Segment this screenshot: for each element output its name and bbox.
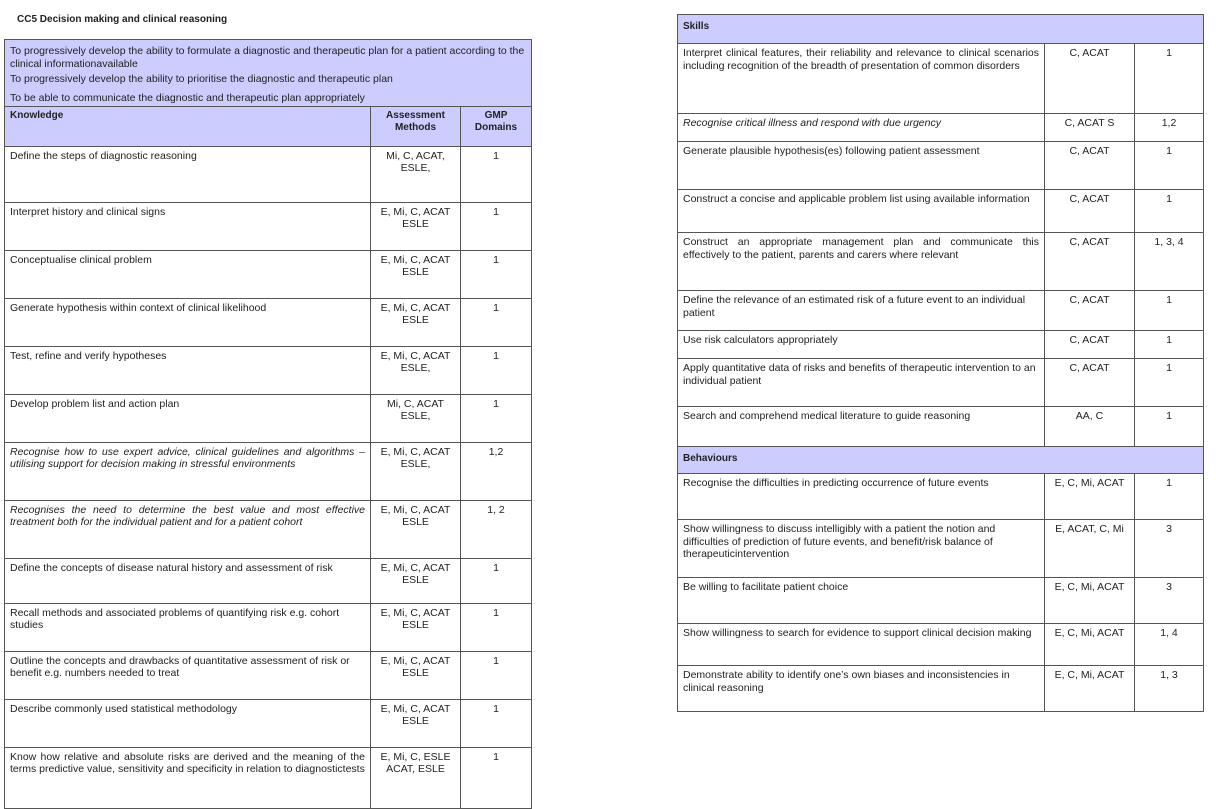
knowledge-row [5, 558, 532, 603]
knowledge-assessment-methods: E, Mi, C, ACAT ESLE, [371, 442, 461, 500]
knowledge-assessment-methods: E, Mi, C, ACAT ESLE [371, 651, 461, 699]
knowledge-row [5, 442, 532, 500]
behaviours-assessment-methods: E, C, Mi, ACAT [1045, 624, 1135, 666]
behaviours-row [678, 578, 1204, 624]
knowledge-text: Develop problem list and action plan [5, 394, 371, 442]
knowledge-row [5, 146, 532, 202]
skills-header: Skills [678, 15, 1204, 44]
skills-gmp-domains: 1,2 [1135, 114, 1204, 142]
skills-assessment-methods: C, ACAT [1045, 142, 1135, 190]
skills-text: Construct an appropriate management plan and communicate this effectively to the patient, parents and carers where relevant [678, 233, 1045, 291]
knowledge-gmp-domains: 1 [461, 558, 532, 603]
knowledge-gmp-domains: 1 [461, 346, 532, 394]
knowledge-assessment-methods: E, Mi, C, ACAT ESLE [371, 202, 461, 250]
knowledge-gmp-domains: 1 [461, 202, 532, 250]
knowledge-row [5, 699, 532, 747]
skills-text: Generate plausible hypothesis(es) following patient assessment [678, 142, 1045, 190]
knowledge-row [5, 747, 532, 808]
knowledge-assessment-methods: E, Mi, C, ACAT ESLE [371, 699, 461, 747]
behaviours-text: Show willingness to search for evidence to support clinical decision making [678, 624, 1045, 666]
skills-assessment-methods: C, ACAT [1045, 359, 1135, 407]
skills-gmp-domains: 1 [1135, 142, 1204, 190]
knowledge-text: Generate hypothesis within context of clinical likelihood [5, 298, 371, 346]
skills-assessment-methods: C, ACAT [1045, 190, 1135, 233]
knowledge-table [4, 39, 532, 809]
objective-2: To progressively develop the ability to prioritise the diagnostic and therapeutic plan [5, 72, 532, 91]
behaviours-row [678, 666, 1204, 712]
knowledge-row [5, 651, 532, 699]
knowledge-row [5, 250, 532, 298]
objective-3: To be able to communicate the diagnostic and therapeutic plan appropriately [5, 91, 532, 106]
skills-row [678, 44, 1204, 114]
knowledge-assessment-methods: Mi, C, ACAT ESLE, [371, 394, 461, 442]
behaviours-gmp-domains: 3 [1135, 578, 1204, 624]
skills-row [678, 233, 1204, 291]
knowledge-gmp-domains: 1,2 [461, 442, 532, 500]
skills-gmp-domains: 1 [1135, 331, 1204, 359]
skills-row [678, 114, 1204, 142]
knowledge-text: Recall methods and associated problems of quantifying risk e.g. cohort studies [5, 603, 371, 651]
gmp-domains-header: GMP Domains [461, 106, 532, 146]
knowledge-row [5, 202, 532, 250]
skills-text: Define the relevance of an estimated risk of a future event to an individual patient [678, 291, 1045, 331]
knowledge-gmp-domains: 1 [461, 747, 532, 808]
behaviours-gmp-domains: 1 [1135, 474, 1204, 520]
skills-gmp-domains: 1 [1135, 190, 1204, 233]
knowledge-assessment-methods: E, Mi, C, ACAT ESLE [371, 558, 461, 603]
skills-gmp-domains: 1, 3, 4 [1135, 233, 1204, 291]
skills-assessment-methods: C, ACAT S [1045, 114, 1135, 142]
skills-text: Construct a concise and applicable problem list using available information [678, 190, 1045, 233]
skills-row [678, 407, 1204, 447]
knowledge-row [5, 394, 532, 442]
skills-row [678, 359, 1204, 407]
knowledge-text: Recognise how to use expert advice, clinical guidelines and algorithms – utilising support for decision making in stressful environments [5, 442, 371, 500]
behaviours-text: Demonstrate ability to identify one’s own biases and inconsistencies in clinical reasoning [678, 666, 1045, 712]
page-title: CC5 Decision making and clinical reasoning [17, 14, 228, 25]
objective-1: To progressively develop the ability to formulate a diagnostic and therapeutic plan for a patient according to the clinical informationavailable [5, 40, 532, 73]
behaviours-row [678, 474, 1204, 520]
knowledge-assessment-methods: E, Mi, C, ACAT ESLE [371, 250, 461, 298]
behaviours-assessment-methods: E, ACAT, C, Mi [1045, 520, 1135, 578]
knowledge-text: Define the concepts of disease natural history and assessment of risk [5, 558, 371, 603]
skills-assessment-methods: C, ACAT [1045, 291, 1135, 331]
knowledge-gmp-domains: 1 [461, 250, 532, 298]
knowledge-row [5, 603, 532, 651]
skills-row [678, 190, 1204, 233]
skills-gmp-domains: 1 [1135, 291, 1204, 331]
knowledge-row [5, 298, 532, 346]
skills-assessment-methods: C, ACAT [1045, 331, 1135, 359]
knowledge-text: Test, refine and verify hypotheses [5, 346, 371, 394]
skills-row [678, 142, 1204, 190]
behaviours-header: Behaviours [678, 447, 1204, 474]
behaviours-gmp-domains: 3 [1135, 520, 1204, 578]
skills-gmp-domains: 1 [1135, 44, 1204, 114]
knowledge-assessment-methods: Mi, C, ACAT, ESLE, [371, 146, 461, 202]
knowledge-row [5, 346, 532, 394]
behaviours-assessment-methods: E, C, Mi, ACAT [1045, 578, 1135, 624]
knowledge-text: Recognises the need to determine the best value and most effective treatment both for the individual patient and for a patient cohort [5, 500, 371, 558]
skills-assessment-methods: C, ACAT [1045, 44, 1135, 114]
skills-text: Search and comprehend medical literature to guide reasoning [678, 407, 1045, 447]
knowledge-assessment-methods: E, Mi, C, ACAT ESLE [371, 500, 461, 558]
skills-row [678, 331, 1204, 359]
knowledge-text: Outline the concepts and drawbacks of quantitative assessment of risk or benefit e.g. numbers needed to treat [5, 651, 371, 699]
behaviours-assessment-methods: E, C, Mi, ACAT [1045, 474, 1135, 520]
knowledge-text: Interpret history and clinical signs [5, 202, 371, 250]
skills-text: Apply quantitative data of risks and benefits of therapeutic intervention to an individual patient [678, 359, 1045, 407]
skills-assessment-methods: AA, C [1045, 407, 1135, 447]
behaviours-text: Show willingness to discuss intelligibly with a patient the notion and difficulties of prediction of future events, and benefit/risk balance of therapeuticintervention [678, 520, 1045, 578]
knowledge-assessment-methods: E, Mi, C, ESLE ACAT, ESLE [371, 747, 461, 808]
knowledge-assessment-methods: E, Mi, C, ACAT ESLE [371, 298, 461, 346]
knowledge-gmp-domains: 1, 2 [461, 500, 532, 558]
skills-gmp-domains: 1 [1135, 359, 1204, 407]
knowledge-text: Define the steps of diagnostic reasoning [5, 146, 371, 202]
behaviours-gmp-domains: 1, 3 [1135, 666, 1204, 712]
knowledge-header: Knowledge [5, 106, 371, 146]
behaviours-text: Be willing to facilitate patient choice [678, 578, 1045, 624]
skills-behaviours-table [677, 14, 1204, 712]
assessment-methods-header: Assessment Methods [371, 106, 461, 146]
knowledge-text: Describe commonly used statistical methodology [5, 699, 371, 747]
knowledge-gmp-domains: 1 [461, 394, 532, 442]
knowledge-assessment-methods: E, Mi, C, ACAT ESLE, [371, 346, 461, 394]
knowledge-row [5, 500, 532, 558]
skills-text: Recognise critical illness and respond with due urgency [678, 114, 1045, 142]
skills-gmp-domains: 1 [1135, 407, 1204, 447]
knowledge-gmp-domains: 1 [461, 146, 532, 202]
knowledge-gmp-domains: 1 [461, 298, 532, 346]
behaviours-row [678, 624, 1204, 666]
knowledge-gmp-domains: 1 [461, 651, 532, 699]
skills-text: Use risk calculators appropriately [678, 331, 1045, 359]
knowledge-assessment-methods: E, Mi, C, ACAT ESLE [371, 603, 461, 651]
behaviours-assessment-methods: E, C, Mi, ACAT [1045, 666, 1135, 712]
behaviours-gmp-domains: 1, 4 [1135, 624, 1204, 666]
skills-assessment-methods: C, ACAT [1045, 233, 1135, 291]
knowledge-text: Conceptualise clinical problem [5, 250, 371, 298]
knowledge-gmp-domains: 1 [461, 603, 532, 651]
skills-row [678, 291, 1204, 331]
knowledge-text: Know how relative and absolute risks are derived and the meaning of the terms predictive value, sensitivity and specificity in relation to diagnostictests [5, 747, 371, 808]
skills-text: Interpret clinical features, their reliability and relevance to clinical scenarios including recognition of the breadth of presentation of common disorders [678, 44, 1045, 114]
behaviours-row [678, 520, 1204, 578]
behaviours-text: Recognise the difficulties in predicting occurrence of future events [678, 474, 1045, 520]
knowledge-gmp-domains: 1 [461, 699, 532, 747]
